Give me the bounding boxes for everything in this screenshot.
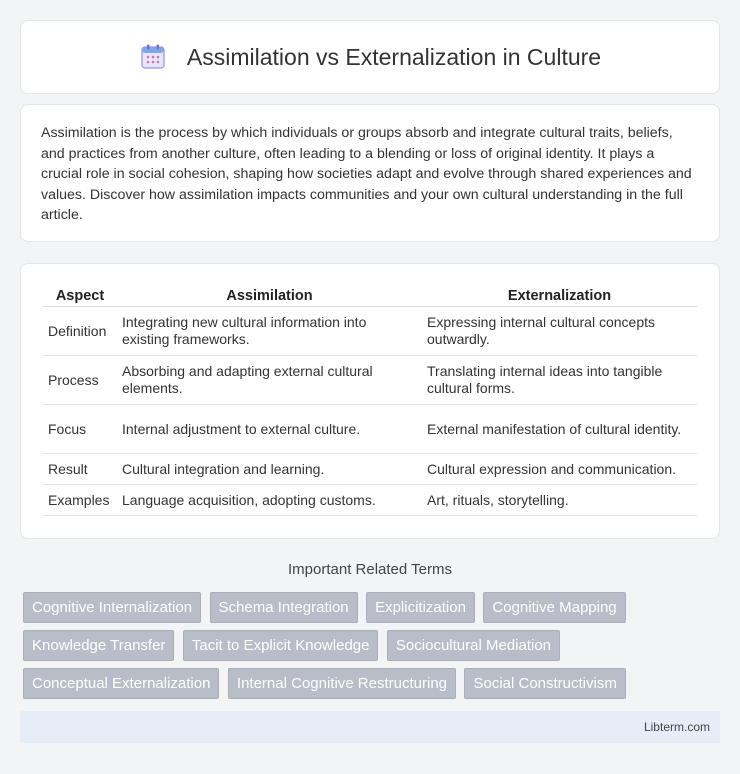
table-header-aspect: Aspect	[43, 284, 117, 307]
related-term-tag[interactable]: Sociocultural Mediation	[387, 630, 560, 661]
comparison-table-card	[20, 263, 720, 539]
related-term-tag[interactable]: Cognitive Mapping	[483, 592, 625, 623]
footer-brand-link[interactable]: Libterm.com	[643, 720, 710, 734]
table-cell: Expressing internal cultural concepts outwardly.	[422, 307, 697, 356]
table-header-assimilation: Assimilation	[117, 284, 422, 307]
related-term-tag[interactable]: Tacit to Explicit Knowledge	[183, 630, 379, 661]
related-term-tag[interactable]: Knowledge Transfer	[23, 630, 174, 661]
description-text: Assimilation is the process by which individuals or groups absorb and integrate cultural traits, beliefs, and practices from another culture, often leading to a blending or loss of original identity. It plays a crucial role in social cohesion, shaping how societies adapt and evolve through shared experiences and values. Discover how assimilation impacts communities and your own cultural understanding in the full article.	[41, 125, 692, 223]
table-cell: External manifestation of cultural identity.	[422, 405, 697, 454]
table-cell: Focus	[43, 405, 117, 454]
description-card	[20, 104, 720, 242]
page-title: Assimilation vs Externalization in Culture	[186, 43, 602, 70]
table-row	[43, 307, 697, 356]
table-cell: Internal adjustment to external culture.	[117, 405, 422, 454]
table-cell: Cultural expression and communication.	[422, 454, 697, 485]
table-cell: Art, rituals, storytelling.	[422, 485, 697, 516]
related-term-tag[interactable]: Internal Cognitive Restructuring	[228, 668, 456, 699]
table-cell: Result	[43, 454, 117, 485]
related-term-tag[interactable]: Social Constructivism	[464, 668, 625, 699]
calendar-icon	[139, 43, 167, 71]
related-term-tag[interactable]: Conceptual Externalization	[23, 668, 219, 699]
table-row	[43, 454, 697, 485]
table-header-externalization: Externalization	[422, 284, 697, 307]
footer	[20, 711, 720, 743]
comparison-table	[43, 284, 697, 516]
table-cell: Examples	[43, 485, 117, 516]
table-row	[43, 485, 697, 516]
title-card	[20, 20, 720, 94]
table-cell: Language acquisition, adopting customs.	[117, 485, 422, 516]
related-term-tag[interactable]: Explicitization	[366, 592, 475, 623]
related-term-tag[interactable]: Cognitive Internalization	[23, 592, 201, 623]
table-cell: Translating internal ideas into tangible cultural forms.	[422, 356, 697, 405]
related-terms-list	[23, 592, 723, 706]
table-cell: Absorbing and adapting external cultural elements.	[117, 356, 422, 405]
table-cell: Integrating new cultural information into existing frameworks.	[117, 307, 422, 356]
table-cell: Cultural integration and learning.	[117, 454, 422, 485]
table-row	[43, 405, 697, 454]
table-cell: Definition	[43, 307, 117, 356]
table-cell: Process	[43, 356, 117, 405]
related-terms-title: Important Related Terms	[288, 561, 452, 578]
related-term-tag[interactable]: Schema Integration	[210, 592, 358, 623]
table-row	[43, 356, 697, 405]
